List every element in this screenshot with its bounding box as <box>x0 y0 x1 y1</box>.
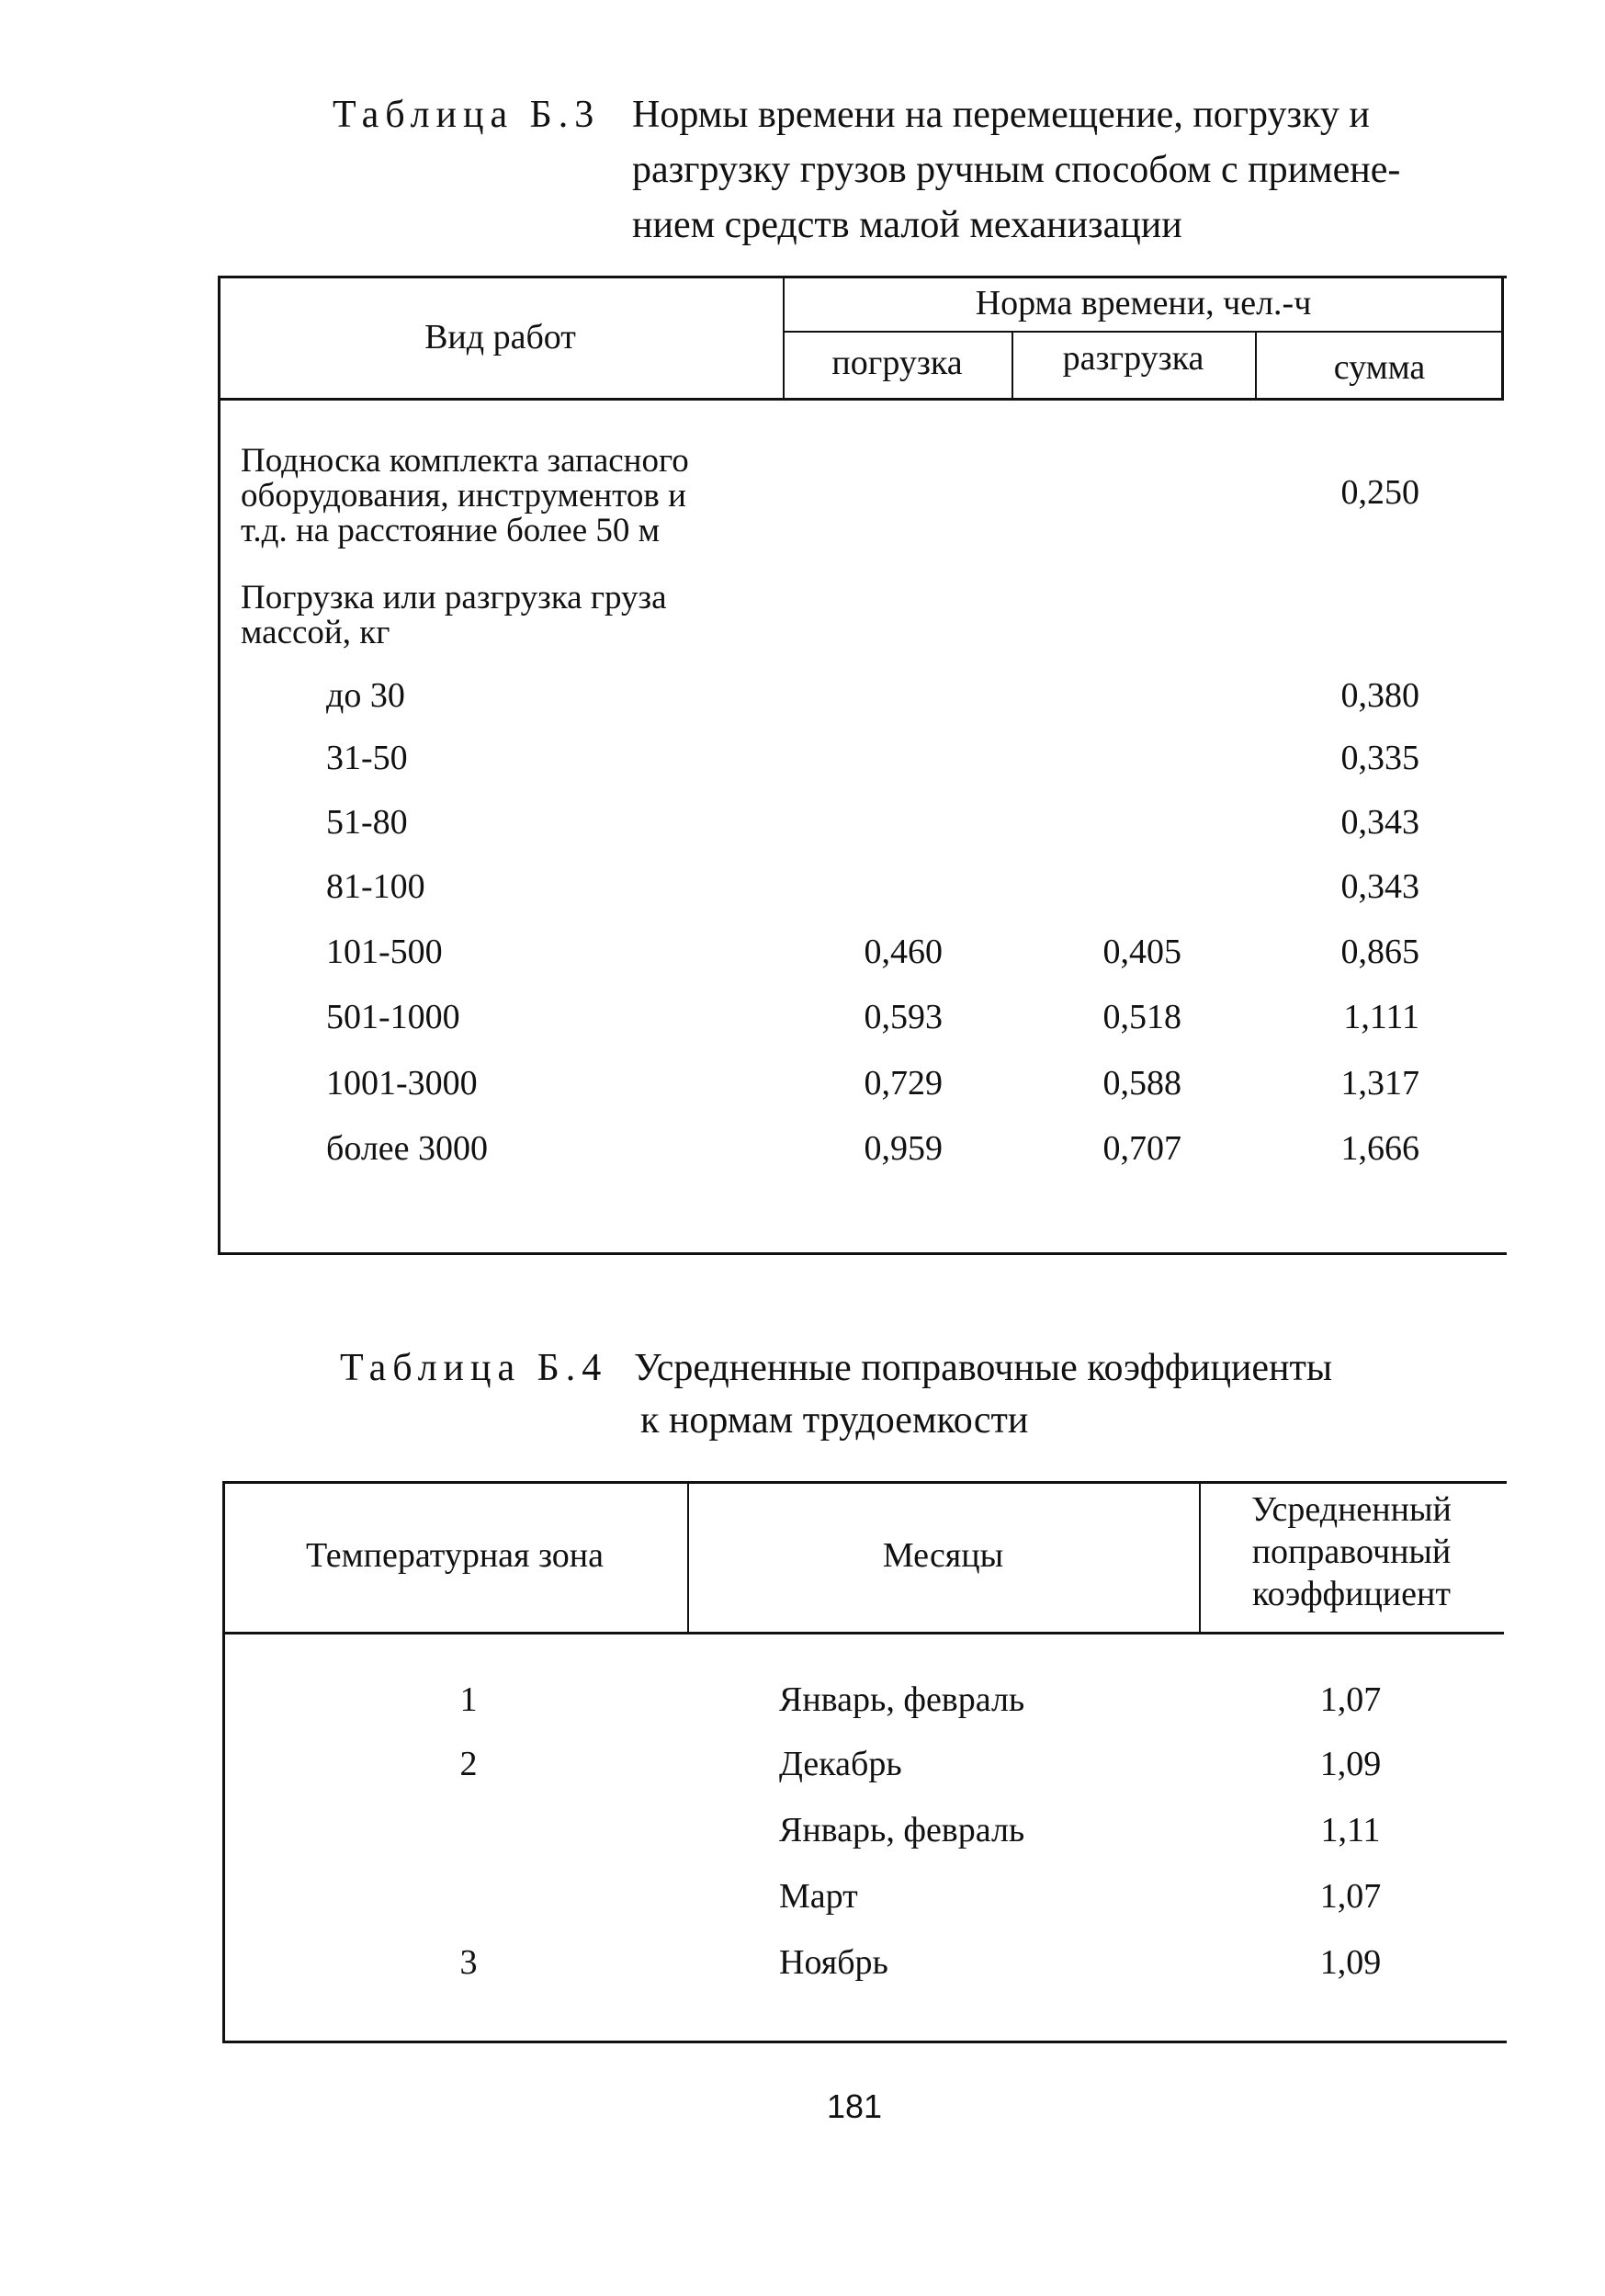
header-months: Месяцы <box>882 1536 1004 1575</box>
header-sum: сумма <box>1333 348 1426 387</box>
header-unloading: разгрузка <box>1062 339 1204 378</box>
table-b3-header-bottom <box>218 398 1504 401</box>
table-b3-caption-line-2: разгрузку грузов ручным способом с примене- <box>632 149 1401 191</box>
row-unloading: 0,588 <box>1102 1064 1181 1103</box>
table-b4-caption-label: Таблица Б.4 <box>340 1347 608 1389</box>
row-unloading: 0,518 <box>1102 998 1181 1036</box>
row-months: Ноябрь <box>779 1943 888 1982</box>
first-row-sum: 0,250 <box>1340 473 1419 512</box>
row-coefficient: 1,07 <box>1319 1680 1382 1719</box>
row-months: Январь, февраль <box>779 1811 1025 1849</box>
row-mass: до 30 <box>326 676 405 715</box>
row-sum: 0,865 <box>1340 933 1419 971</box>
row-mass: 81-100 <box>326 867 425 906</box>
row-coefficient: 1,07 <box>1319 1877 1382 1916</box>
page-number: 181 <box>826 2087 883 2125</box>
row-sum: 0,343 <box>1340 867 1419 906</box>
table-b3-caption-line-3: нием средств малой механизации <box>632 204 1182 246</box>
row-sum: 1,666 <box>1340 1129 1419 1168</box>
first-row-line: оборудования, инструментов и <box>241 477 686 515</box>
row-sum: 0,380 <box>1340 676 1419 715</box>
row-mass: 1001-3000 <box>326 1064 478 1103</box>
group-label-line: Погрузка или разгрузка груза <box>241 579 667 616</box>
row-loading: 0,729 <box>864 1064 943 1103</box>
group-label-line: массой, кг <box>241 614 390 651</box>
header-coefficient <box>1199 1488 1504 1615</box>
row-mass: более 3000 <box>326 1129 489 1168</box>
row-unloading: 0,405 <box>1102 933 1181 971</box>
row-months: Декабрь <box>779 1745 902 1783</box>
table-b4-header-bottom <box>222 1632 1504 1634</box>
group-label <box>241 581 667 650</box>
row-coefficient: 1,09 <box>1319 1745 1382 1783</box>
header-coefficient-line: коэффициент <box>1252 1575 1451 1613</box>
row-zone: 1 <box>459 1680 478 1719</box>
table-b3-header-divider <box>783 331 1504 333</box>
row-coefficient: 1,09 <box>1319 1943 1382 1982</box>
header-time-norm: Норма времени, чел.-ч <box>975 284 1312 322</box>
row-zone: 2 <box>459 1745 478 1783</box>
header-work-type: Вид работ <box>424 318 576 356</box>
row-zone: 3 <box>459 1943 478 1982</box>
row-months: Март <box>779 1877 858 1916</box>
row-loading: 0,959 <box>864 1129 943 1168</box>
first-row-line: т.д. на расстояние более 50 м <box>241 512 661 549</box>
row-loading: 0,593 <box>864 998 943 1036</box>
row-mass: 101-500 <box>326 933 443 971</box>
row-mass: 31-50 <box>326 739 408 777</box>
row-sum: 1,317 <box>1340 1064 1419 1103</box>
row-sum: 0,343 <box>1340 803 1419 842</box>
header-zone: Температурная зона <box>305 1536 605 1575</box>
table-b3-caption-label: Таблица Б.3 <box>333 94 601 136</box>
table-b4-caption-line-1: Усредненные поправочные коэффициенты <box>634 1347 1333 1389</box>
first-row-line: Подноска комплекта запасного <box>241 442 689 480</box>
row-coefficient: 1,11 <box>1320 1811 1381 1849</box>
row-mass: 51-80 <box>326 803 408 842</box>
header-loading: погрузка <box>831 344 963 382</box>
row-unloading: 0,707 <box>1102 1129 1181 1168</box>
header-coefficient-line: Усредненный <box>1251 1490 1452 1529</box>
row-sum: 1,111 <box>1343 998 1419 1036</box>
row-loading: 0,460 <box>864 933 943 971</box>
row-mass: 501-1000 <box>326 998 460 1036</box>
row-sum: 0,335 <box>1340 739 1419 777</box>
row-months: Январь, февраль <box>779 1680 1025 1719</box>
first-row-description <box>241 444 689 549</box>
table-b4-caption-line-2: к нормам трудоемкости <box>640 1399 1029 1442</box>
header-coefficient-line: поправочный <box>1251 1533 1452 1571</box>
table-b3-caption-line-1: Нормы времени на перемещение, погрузку и <box>632 94 1370 136</box>
